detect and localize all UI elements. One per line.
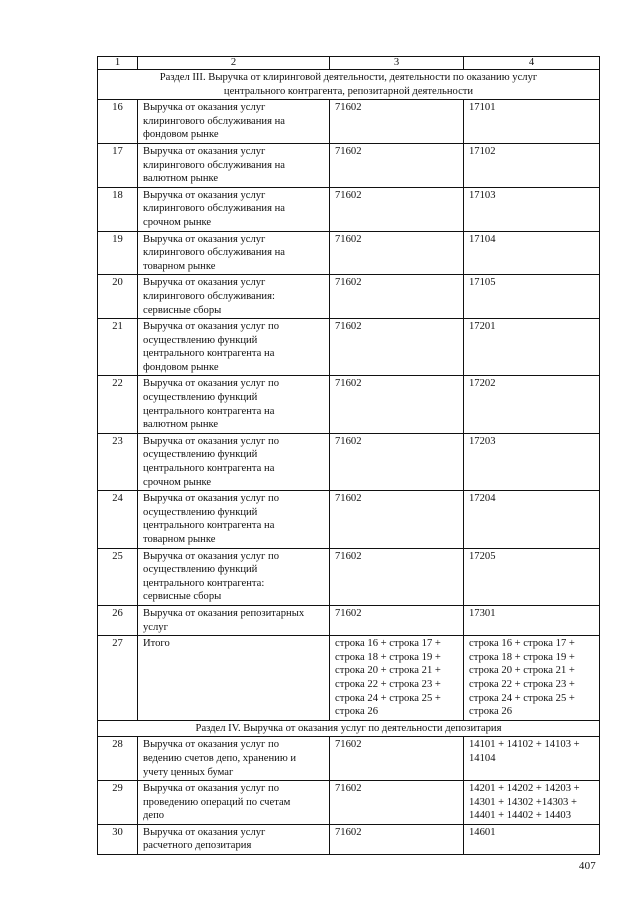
- account-cell: 71602: [330, 376, 464, 433]
- symbol-cell: 14101 + 14102 + 14103 + 14104: [464, 737, 600, 781]
- row-name-cell: Выручка от оказания услуг клирингового обслуживания на валютном рынке: [138, 143, 330, 187]
- symbol-cell: строка 16 + строка 17 + строка 18 + строка 19 + строка 20 + строка 21 + строка 22 + строка 23 + строка 24 + строка 25 + строка 26: [464, 636, 600, 721]
- account-cell: 71602: [330, 491, 464, 548]
- row-number-cell: 22: [98, 376, 138, 433]
- section-title: Раздел III. Выручка от клиринговой деятельности, деятельности по оказанию услуг центрального контрагента, репозитарной деятельности: [98, 70, 600, 100]
- symbol-cell: 17103: [464, 187, 600, 231]
- account-cell: 71602: [330, 781, 464, 825]
- table-row: [98, 781, 600, 825]
- table-row: [98, 605, 600, 635]
- table-row: [98, 824, 600, 854]
- account-cell: 71602: [330, 187, 464, 231]
- table-body: [98, 57, 600, 855]
- table-row: [98, 548, 600, 605]
- symbol-cell: 17105: [464, 275, 600, 319]
- symbol-cell: 17101: [464, 100, 600, 144]
- account-cell: 71602: [330, 275, 464, 319]
- column-header-4: 4: [464, 57, 600, 70]
- account-cell: 71602: [330, 605, 464, 635]
- table-row: [98, 143, 600, 187]
- account-cell: 71602: [330, 100, 464, 144]
- row-number-cell: 17: [98, 143, 138, 187]
- column-header-3: 3: [330, 57, 464, 70]
- row-number-cell: 28: [98, 737, 138, 781]
- account-cell: 71602: [330, 143, 464, 187]
- table-row: [98, 319, 600, 376]
- table-row: [98, 636, 600, 721]
- row-name-cell: Выручка от оказания репозитарных услуг: [138, 605, 330, 635]
- section-title: Раздел IV. Выручка от оказания услуг по деятельности депозитария: [98, 720, 600, 737]
- account-cell: строка 16 + строка 17 + строка 18 + строка 19 + строка 20 + строка 21 + строка 22 + строка 23 + строка 24 + строка 25 + строка 26: [330, 636, 464, 721]
- row-name-cell: Выручка от оказания услуг клирингового обслуживания на срочном рынке: [138, 187, 330, 231]
- symbol-cell: 17102: [464, 143, 600, 187]
- row-name-cell: Выручка от оказания услуг по осуществлению функций центрального контрагента на фондовом рынке: [138, 319, 330, 376]
- table-row: [98, 376, 600, 433]
- row-number-cell: 21: [98, 319, 138, 376]
- row-number-cell: 27: [98, 636, 138, 721]
- row-number-cell: 29: [98, 781, 138, 825]
- row-number-cell: 25: [98, 548, 138, 605]
- row-number-cell: 24: [98, 491, 138, 548]
- row-name-cell: Выручка от оказания услуг по осуществлению функций центрального контрагента на товарном рынке: [138, 491, 330, 548]
- account-cell: 71602: [330, 433, 464, 490]
- row-number-cell: 20: [98, 275, 138, 319]
- symbol-cell: 17104: [464, 231, 600, 275]
- symbol-cell: 14201 + 14202 + 14203 + 14301 + 14302 +14303 + 14401 + 14402 + 14403: [464, 781, 600, 825]
- account-cell: 71602: [330, 824, 464, 854]
- row-number-cell: 23: [98, 433, 138, 490]
- page-number: 407: [578, 860, 596, 872]
- row-name-cell: Выручка от оказания услуг по ведению счетов депо, хранению и учету ценных бумаг: [138, 737, 330, 781]
- symbol-cell: 17202: [464, 376, 600, 433]
- section-header-row: [98, 70, 600, 100]
- account-cell: 71602: [330, 737, 464, 781]
- row-name-cell: Выручка от оказания услуг клирингового обслуживания на фондовом рынке: [138, 100, 330, 144]
- table-row: [98, 187, 600, 231]
- column-header-1: 1: [98, 57, 138, 70]
- row-number-cell: 26: [98, 605, 138, 635]
- section-header-row: [98, 720, 600, 737]
- row-name-cell: Выручка от оказания услуг расчетного депозитария: [138, 824, 330, 854]
- table-row: [98, 231, 600, 275]
- table-row: [98, 433, 600, 490]
- row-number-cell: 18: [98, 187, 138, 231]
- account-cell: 71602: [330, 319, 464, 376]
- row-number-cell: 16: [98, 100, 138, 144]
- account-cell: 71602: [330, 231, 464, 275]
- symbol-cell: 17203: [464, 433, 600, 490]
- symbol-cell: 17301: [464, 605, 600, 635]
- row-name-cell: Выручка от оказания услуг клирингового обслуживания на товарном рынке: [138, 231, 330, 275]
- row-number-cell: 30: [98, 824, 138, 854]
- table-row: [98, 275, 600, 319]
- symbol-cell: 14601: [464, 824, 600, 854]
- column-header-row: [98, 57, 600, 70]
- row-number-cell: 19: [98, 231, 138, 275]
- symbol-cell: 17201: [464, 319, 600, 376]
- row-name-cell: Выручка от оказания услуг по проведению операций по счетам депо: [138, 781, 330, 825]
- symbol-cell: 17205: [464, 548, 600, 605]
- row-name-cell: Выручка от оказания услуг по осуществлению функций центрального контрагента на валютном рынке: [138, 376, 330, 433]
- account-cell: 71602: [330, 548, 464, 605]
- row-name-cell: Выручка от оказания услуг по осуществлению функций центрального контрагента на срочном рынке: [138, 433, 330, 490]
- table-row: [98, 737, 600, 781]
- table-row: [98, 491, 600, 548]
- column-header-2: 2: [138, 57, 330, 70]
- table-row: [98, 100, 600, 144]
- document-table: [97, 56, 600, 855]
- symbol-cell: 17204: [464, 491, 600, 548]
- row-name-cell: Итого: [138, 636, 330, 721]
- row-name-cell: Выручка от оказания услуг по осуществлению функций центрального контрагента: сервисные сборы: [138, 548, 330, 605]
- row-name-cell: Выручка от оказания услуг клирингового обслуживания: сервисные сборы: [138, 275, 330, 319]
